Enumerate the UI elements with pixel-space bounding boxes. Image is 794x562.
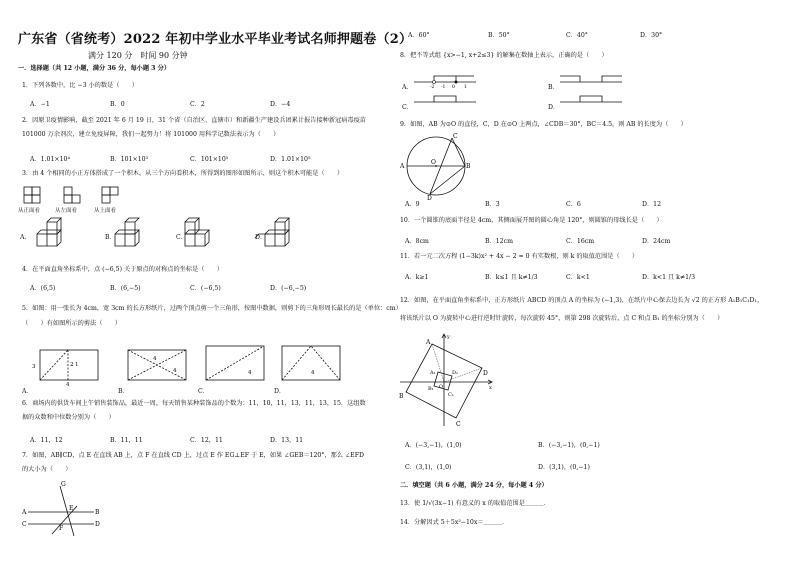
- q7-option-b[interactable]: B．50°: [488, 32, 510, 39]
- q10-option-c[interactable]: C．16cm: [566, 238, 595, 245]
- q12-option-c[interactable]: C．(3,1)，(1,0): [405, 464, 452, 471]
- q9-label-d: D: [427, 195, 432, 200]
- q7-option-a[interactable]: A．60°: [408, 32, 430, 39]
- q5-label-c-4: 4: [248, 370, 252, 376]
- q5-option-a[interactable]: A．: [22, 388, 33, 395]
- q3-view-top: 从上面看: [94, 208, 117, 214]
- q6-stem-line2: 据的众数和中位数分别为（ ）: [22, 414, 115, 421]
- q6-option-b[interactable]: B．11，11: [110, 437, 143, 444]
- q9-option-d[interactable]: D．12: [642, 201, 662, 208]
- q5-stem-line1: 5．如图：用一张长为 4cm，宽 3cm 的长方形纸片，过两个顶点剪一个三角形，按图中数据，则剪下的三角形周长最长的是（单位：cm）: [22, 305, 402, 312]
- q10-option-b[interactable]: B．12cm: [485, 238, 513, 245]
- q8-number-lines-figure: [412, 68, 652, 112]
- q1-option-d[interactable]: D．−4: [270, 101, 291, 108]
- q12-option-b[interactable]: B．(−3,−1)，(0,−1): [538, 442, 600, 449]
- q7-stem-line1: 7．如图，AB∥CD，点 E 在直线 AB 上，点 F 在直线 CD 上，过点 E 作 EG⊥EF 于 E，如果 ∠GEB＝120°，那么 ∠EFD: [22, 452, 364, 459]
- q13-stem: 13．使 1/√(3x−1) 有意义的 x 的取值范围是＿＿＿．: [400, 500, 550, 507]
- q9-circle-figure: [400, 132, 480, 200]
- q2-stem-line2: 101000 万余剂次，建立免疫屏障，我们一起努力！将 101000 用科学记数法表示为（ ）: [22, 131, 280, 138]
- q9-stem: 9．如图，AB 为⊙O 的直径，C，D 在⊙O 上两点，∠CDB＝30°，BC＝4.5，则 AB 的长度为（ ）: [400, 121, 687, 128]
- q5-rectangles-figure: [28, 344, 348, 386]
- q4-option-c[interactable]: C．(−6,5): [190, 285, 221, 292]
- q12-coordinate-figure: [396, 330, 496, 430]
- q5-option-c[interactable]: C．: [198, 388, 209, 395]
- q9-label-b: B: [466, 163, 471, 170]
- q9-option-c[interactable]: C．6: [566, 201, 581, 208]
- q3-option-c[interactable]: C．: [176, 234, 187, 241]
- q5-label-b-4: 4: [153, 356, 157, 362]
- q9-option-a[interactable]: A．9: [405, 201, 420, 208]
- q8-tick-1: 1: [464, 85, 467, 90]
- q12-option-d[interactable]: D．(3,1)，(0,−1): [538, 464, 590, 471]
- q5-label-a-3: 3: [32, 364, 36, 370]
- exam-title: 广东省（省统考）2022 年初中学业水平毕业考试名师押题卷（2）: [18, 32, 413, 47]
- q9-label-a: A: [400, 163, 405, 170]
- q6-option-c[interactable]: C．12，11: [190, 437, 223, 444]
- q7-option-d[interactable]: D．30°: [640, 32, 663, 39]
- q11-option-b[interactable]: B．k≤1 且 k≠1/3: [485, 274, 538, 281]
- q12-label-c1: C₁: [448, 392, 454, 398]
- q4-option-b[interactable]: B．(6,−5): [110, 285, 141, 292]
- q3-option-b[interactable]: B．: [105, 234, 116, 241]
- q7-label-g: G: [61, 481, 66, 488]
- q1-option-a[interactable]: A．−1: [30, 101, 50, 108]
- q2-option-b[interactable]: B．101×10³: [110, 156, 149, 163]
- q5-label-a-4: 4: [66, 382, 70, 386]
- q12-label-d: D: [483, 370, 488, 377]
- q11-stem: 11．若一元二次方程 (1−3k)x² + 4x − 2 = 0 有实数根，则 k 的取值范围是（ ）: [400, 253, 639, 260]
- q5-stem-line2: （ ）有如图所示的剪法（ ）: [22, 320, 121, 327]
- q12-label-o: O: [439, 384, 444, 390]
- q7-option-c[interactable]: C．40°: [566, 32, 588, 39]
- q7-label-d: D: [95, 521, 100, 528]
- q10-stem: 10．一个圆锥的底面半径是 4cm，其侧面展开图的圆心角是 120°，则圆锥的母线长是（ ）: [400, 217, 663, 224]
- q1-option-c[interactable]: C．2: [190, 101, 205, 108]
- q5-label-d-4: 4: [311, 370, 315, 376]
- q6-stem-line1: 6．商场内的供货车间上午销售装饰品，最近一周，每天销售某种装饰品的个数为：11，10，11，13，11，13，15．这组数: [22, 400, 366, 407]
- q2-option-d[interactable]: D．1.01×10⁵: [270, 156, 311, 163]
- q8-option-c[interactable]: C．: [402, 104, 413, 111]
- q5-label-b-4b: 4: [173, 368, 177, 374]
- q2-stem-line1: 2．因原卫疫情影响，截至 2021 年 6 月 19 日，31 个省（自治区、直辖市）和新疆生产建设兵团累计报告接种新冠病毒疫苗: [22, 117, 366, 124]
- q11-option-a[interactable]: A．k≥1: [405, 274, 429, 281]
- q6-option-a[interactable]: A．11，12: [30, 437, 63, 444]
- q7-label-b: B: [95, 509, 100, 516]
- q3-option-d[interactable]: D．: [255, 234, 267, 241]
- q8-option-b[interactable]: B．: [548, 84, 559, 91]
- q1-option-b[interactable]: B．0: [110, 101, 125, 108]
- q4-option-d[interactable]: D．(−6,−5): [270, 285, 307, 292]
- q10-option-d[interactable]: D．24cm: [642, 238, 671, 245]
- q3-view-front: 从正面看: [18, 208, 41, 214]
- q5-option-b[interactable]: B．: [118, 388, 129, 395]
- q7-label-e: E: [69, 505, 74, 512]
- q8-tick-neg2: -2: [430, 85, 435, 90]
- q12-label-a: A: [426, 339, 431, 346]
- q7-label-a: A: [22, 509, 27, 516]
- q6-option-d[interactable]: D．13，11: [270, 437, 304, 444]
- q12-label-d1: D₁: [452, 370, 459, 376]
- q12-label-b1: B₁: [428, 386, 434, 392]
- q11-option-c[interactable]: C．k<1: [566, 274, 590, 281]
- q12-label-y: y: [447, 334, 450, 340]
- q8-stem: 8．把不等式组 {x>−1, x+2≤3} 的解集在数轴上表示，正确的是（ ）: [400, 52, 608, 59]
- q8-option-a[interactable]: A．: [402, 84, 413, 91]
- q5-label-a-2: 2: [70, 362, 74, 368]
- section1-heading: 一．选择题（共 12 小题，满分 36 分，每小题 3 分）: [18, 65, 171, 72]
- q11-option-d[interactable]: D．k<1 且 k≠1/3: [642, 274, 696, 281]
- q12-label-c: C: [456, 421, 461, 428]
- q3-view-left: 从左面看: [55, 208, 78, 214]
- q7-parallel-lines-figure: [22, 478, 102, 540]
- q7-label-f: F: [59, 525, 64, 532]
- q1-stem: 1．下列各数中，比 −3 小的数是（ ）: [22, 82, 138, 89]
- q3-option-a[interactable]: A．: [20, 234, 31, 241]
- q5-label-a-1: 1: [75, 362, 79, 368]
- q7-label-c: C: [22, 521, 27, 528]
- q12-label-a1: A₁: [430, 370, 436, 376]
- q12-stem-line1: 12．如图，在平面直角坐标系中，正方形纸片 ABCD 的顶点 A 的坐标为 (−1,3)，在纸片中心保去边长为 √2 的正方形 A₁B₁C₁D₁，: [400, 297, 764, 304]
- q12-label-x: x: [489, 385, 492, 391]
- q8-tick-0: 0: [452, 85, 455, 90]
- q8-option-d[interactable]: D．: [548, 104, 560, 111]
- q12-option-a[interactable]: A．(−3,−1)，(1,0): [405, 442, 462, 449]
- section2-heading: 二．填空题（共 6 小题，满分 24 分，每小题 4 分）: [400, 482, 548, 489]
- q2-option-a[interactable]: A．1.01×10⁴: [30, 156, 70, 163]
- q4-stem: 4．在平面直角坐标系中，点 (−6,5) 关于原点的对称点的坐标是（ ）: [22, 266, 223, 273]
- q9-label-c: C: [453, 133, 458, 140]
- q12-stem-line2: 将该纸片以 O 为旋转中心进行逆时针旋转，每次旋转 45°，则第 298 次旋转后，点 C 和点 B₁ 的坐标分别为（ ）: [400, 315, 724, 322]
- q2-option-c[interactable]: C．101×10⁵: [190, 156, 229, 163]
- q10-option-a[interactable]: A．8cm: [405, 238, 429, 245]
- q7-stem-line2: 的大小为（ ）: [22, 466, 72, 473]
- exam-subtitle: 满分 120 分 时间 90 分钟: [88, 51, 188, 60]
- q9-label-o: O: [431, 159, 436, 166]
- q3-cube-options-figure: [35, 216, 365, 250]
- q5-option-d[interactable]: D．: [274, 388, 286, 395]
- q8-tick-neg1: -1: [441, 85, 446, 90]
- q12-label-b: B: [399, 393, 404, 400]
- q4-option-a[interactable]: A．(6,5): [30, 285, 56, 292]
- q9-option-b[interactable]: B．3: [485, 201, 500, 208]
- q14-stem: 14．分解因式 5＋5x²−10x＝＿＿＿．: [400, 519, 509, 526]
- q3-stem: 3．由 4 个相同的小正方体搭成了一个积木，从三个方向看积木，所得到的图形如图所示，则这个积木可能是（ ）: [22, 170, 344, 177]
